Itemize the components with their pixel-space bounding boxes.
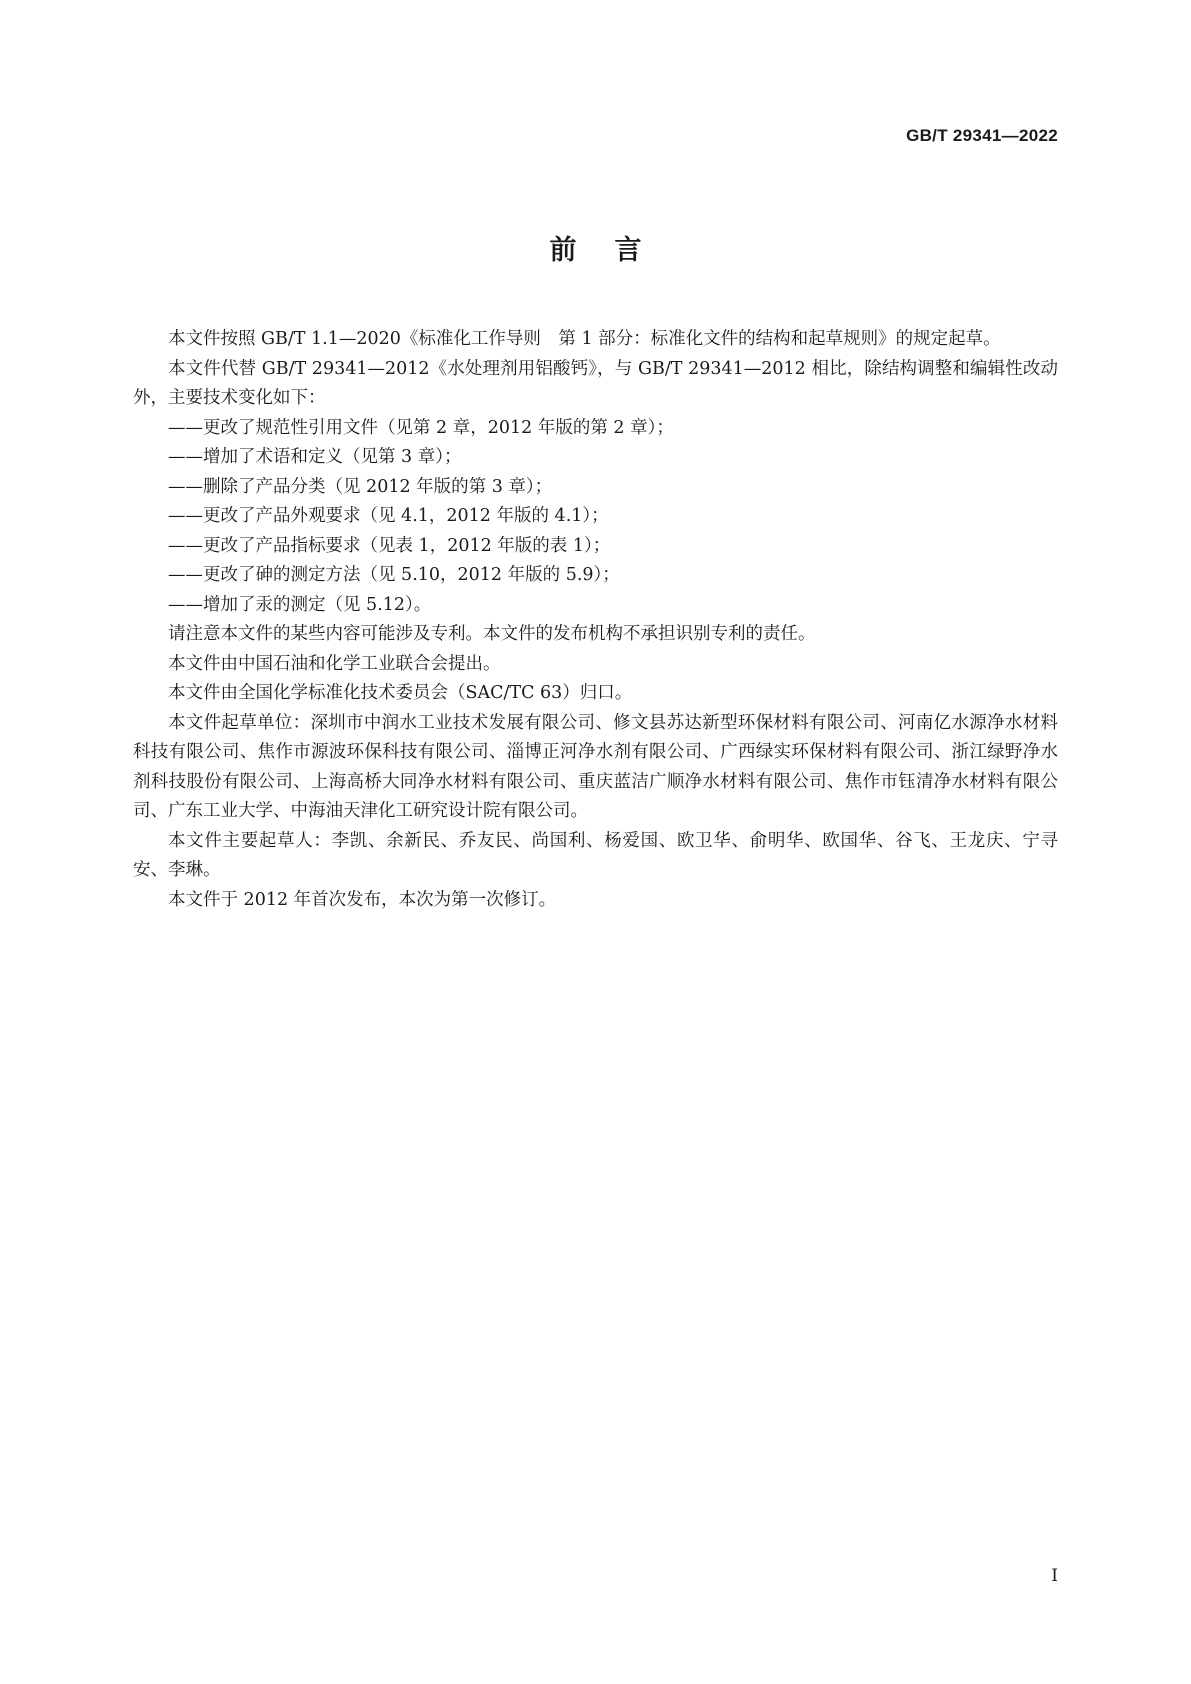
change-item: ——增加了术语和定义（见第 3 章）；: [168, 447, 462, 467]
page-number: I: [1051, 1566, 1058, 1586]
paragraph-drafting-rules: 本文件按照 GB/T 1.1—2020《标准化工作导则 第 1 部分：标准化文件的结构和起草规则》的规定起草。: [168, 329, 1001, 349]
change-item: ——更改了砷的测定方法（见 5.10，2012 年版的 5.9）；: [168, 565, 620, 585]
paragraph-drafting-organizations: 本文件起草单位：深圳市中润水工业技术发展有限公司、修文县苏达新型环保材料有限公司、河南亿水源净水材料科技有限公司、焦作市源波环保科技有限公司、淄博正河净水剂有限公司、广西绿实环保材料有限公司、浙江绿野净水剂科技股份有限公司、上海高桥大同净水材料有限公司、重庆蓝洁广顺净水材料有限公司、焦作市钰清净水材料有限公司、广东工业大学、中海油天津化工研究设计院有限公司。: [133, 712, 1058, 821]
change-item: ——增加了汞的测定（见 5.12）。: [168, 594, 432, 615]
change-item: ——更改了规范性引用文件（见第 2 章，2012 年版的第 2 章）；: [168, 417, 674, 438]
change-item: ——删除了产品分类（见 2012 年版的第 3 章）；: [168, 476, 553, 497]
page-title: 前言: [549, 235, 680, 266]
paragraph-proposer: 本文件由中国石油和化学工业联合会提出。: [168, 653, 501, 674]
document-body: [133, 325, 1058, 915]
paragraph-patent-notice: 请注意本文件的某些内容可能涉及专利。本文件的发布机构不承担识别专利的责任。: [168, 624, 816, 644]
paragraph-publication-history: 本文件于 2012 年首次发布，本次为第一次修订。: [168, 889, 557, 910]
change-item: ——更改了产品指标要求（见表 1，2012 年版的表 1）；: [168, 535, 611, 556]
paragraph-technical-committee: 本文件由全国化学标准化技术委员会（SAC/TC 63）归口。: [168, 683, 633, 703]
change-item: ——更改了产品外观要求（见 4.1，2012 年版的 4.1）；: [168, 506, 609, 526]
paragraph-replacement-statement: 本文件代替 GB/T 29341—2012《水处理剂用铝酸钙》，与 GB/T 29341—2012 相比，除结构调整和编辑性改动外，主要技术变化如下：: [133, 358, 1058, 408]
paragraph-drafters: 本文件主要起草人：李凯、余新民、乔友民、尚国利、杨爱国、欧卫华、俞明华、欧国华、谷飞、王龙庆、宁寻安、李琳。: [133, 830, 1058, 880]
standard-number: GB/T 29341—2022: [906, 126, 1058, 145]
